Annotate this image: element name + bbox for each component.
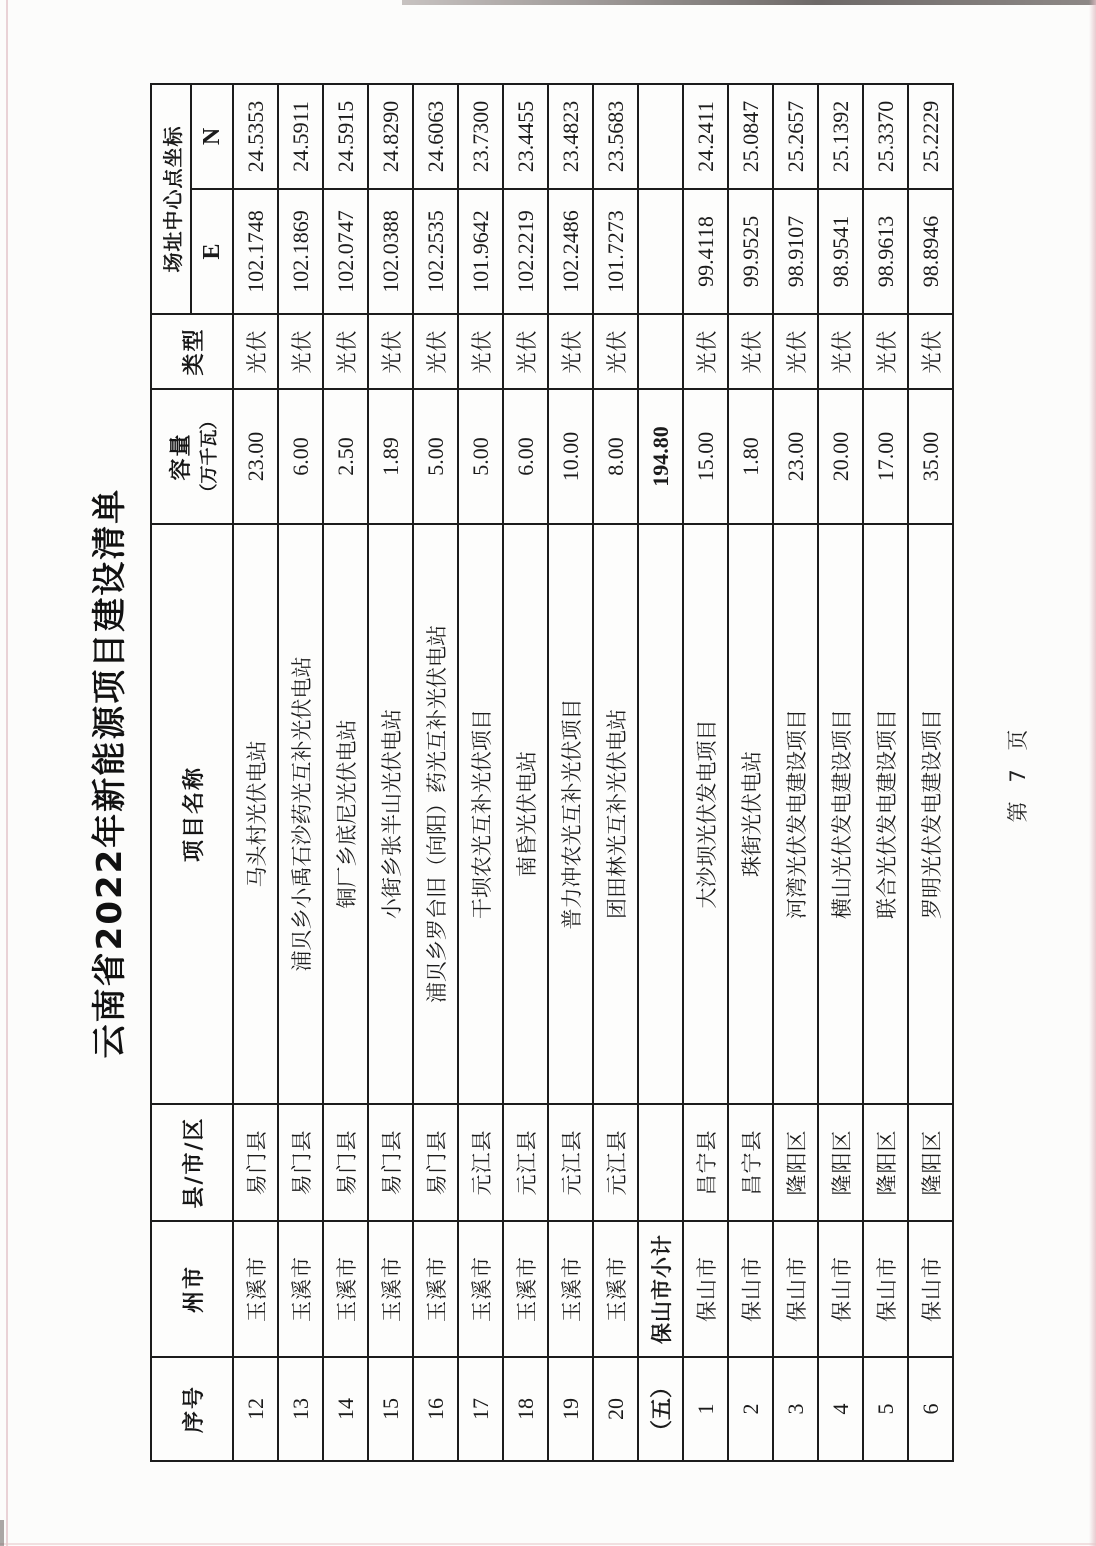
header-capacity-line1: 容量 bbox=[168, 432, 194, 481]
page-number: 第 7 页 bbox=[1006, 723, 1030, 823]
cell-county: 易门县 bbox=[413, 1104, 458, 1221]
cell-prefecture: 玉溪市 bbox=[233, 1221, 278, 1357]
cell-index: 1 bbox=[683, 1357, 728, 1461]
cell-prefecture: 保山市 bbox=[908, 1221, 953, 1357]
cell-index: 15 bbox=[368, 1357, 413, 1461]
cell-type bbox=[638, 314, 683, 389]
cell-county: 隆阳区 bbox=[818, 1104, 863, 1221]
cell-capacity: 23.00 bbox=[233, 389, 278, 524]
cell-county: 昌宁县 bbox=[728, 1104, 773, 1221]
cell-prefecture: 玉溪市 bbox=[458, 1221, 503, 1357]
cell-county: 易门县 bbox=[368, 1104, 413, 1221]
cell-prefecture: 玉溪市 bbox=[278, 1221, 323, 1357]
cell-coord-n: 24.8290 bbox=[368, 84, 413, 189]
cell-prefecture: 玉溪市 bbox=[503, 1221, 548, 1357]
cell-prefecture: 保山市 bbox=[818, 1221, 863, 1357]
cell-county: 易门县 bbox=[233, 1104, 278, 1221]
table-body bbox=[233, 84, 953, 1461]
cell-coord-e: 102.2219 bbox=[503, 189, 548, 314]
document-title: 云南省2022年新能源项目建设清单 bbox=[90, 487, 130, 1059]
table-row bbox=[278, 84, 323, 1461]
header-coordinates: 场址中心点坐标 bbox=[151, 84, 191, 314]
cell-prefecture: 保山市小计 bbox=[638, 1221, 683, 1357]
cell-prefecture: 保山市 bbox=[683, 1221, 728, 1357]
cell-coord-n: 24.5915 bbox=[323, 84, 368, 189]
table-row bbox=[413, 84, 458, 1461]
cell-coord-n: 23.7300 bbox=[458, 84, 503, 189]
cell-project: 小街乡张半山光伏电站 bbox=[368, 524, 413, 1104]
cell-prefecture: 保山市 bbox=[863, 1221, 908, 1357]
cell-capacity: 23.00 bbox=[773, 389, 818, 524]
cell-prefecture: 玉溪市 bbox=[368, 1221, 413, 1357]
cell-coord-n: 24.5353 bbox=[233, 84, 278, 189]
cell-type: 光伏 bbox=[548, 314, 593, 389]
header-capacity-line2: （万千瓦） bbox=[198, 411, 220, 502]
table-row bbox=[458, 84, 503, 1461]
cell-coord-n: 25.2229 bbox=[908, 84, 953, 189]
cell-prefecture: 玉溪市 bbox=[413, 1221, 458, 1357]
cell-capacity: 1.89 bbox=[368, 389, 413, 524]
header-capacity bbox=[151, 389, 233, 524]
cell-capacity: 10.00 bbox=[548, 389, 593, 524]
cell-index: 20 bbox=[593, 1357, 638, 1461]
cell-coord-n: 23.4823 bbox=[548, 84, 593, 189]
cell-capacity: 8.00 bbox=[593, 389, 638, 524]
cell-index: 3 bbox=[773, 1357, 818, 1461]
cell-capacity: 15.00 bbox=[683, 389, 728, 524]
cell-coord-e: 98.8946 bbox=[908, 189, 953, 314]
cell-project: 珠街光伏电站 bbox=[728, 524, 773, 1104]
cell-coord-n: 25.3370 bbox=[863, 84, 908, 189]
header-project: 项目名称 bbox=[151, 524, 233, 1104]
cell-capacity: 5.00 bbox=[413, 389, 458, 524]
cell-index: 17 bbox=[458, 1357, 503, 1461]
cell-project bbox=[638, 524, 683, 1104]
cell-prefecture: 保山市 bbox=[773, 1221, 818, 1357]
cell-coord-e: 101.9642 bbox=[458, 189, 503, 314]
cell-coord-n: 24.6063 bbox=[413, 84, 458, 189]
cell-coord-e: 102.0388 bbox=[368, 189, 413, 314]
cell-capacity: 35.00 bbox=[908, 389, 953, 524]
header-type: 类型 bbox=[151, 314, 233, 389]
cell-index: 6 bbox=[908, 1357, 953, 1461]
table-row bbox=[323, 84, 368, 1461]
cell-project: 马头村光伏电站 bbox=[233, 524, 278, 1104]
cell-index: 16 bbox=[413, 1357, 458, 1461]
cell-county bbox=[638, 1104, 683, 1221]
cell-index: 12 bbox=[233, 1357, 278, 1461]
cell-index: （五） bbox=[638, 1357, 683, 1461]
table-row bbox=[368, 84, 413, 1461]
cell-type: 光伏 bbox=[233, 314, 278, 389]
projects-table bbox=[150, 83, 954, 1462]
cell-type: 光伏 bbox=[368, 314, 413, 389]
cell-index: 14 bbox=[323, 1357, 368, 1461]
cell-county: 元江县 bbox=[458, 1104, 503, 1221]
cell-coord-n: 25.2657 bbox=[773, 84, 818, 189]
cell-coord-e: 99.9525 bbox=[728, 189, 773, 314]
cell-type: 光伏 bbox=[728, 314, 773, 389]
cell-prefecture: 玉溪市 bbox=[593, 1221, 638, 1357]
cell-coord-n: 24.2411 bbox=[683, 84, 728, 189]
cell-project: 联合光伏发电建设项目 bbox=[863, 524, 908, 1104]
cell-coord-n: 24.5911 bbox=[278, 84, 323, 189]
cell-county: 元江县 bbox=[548, 1104, 593, 1221]
cell-type: 光伏 bbox=[413, 314, 458, 389]
cell-county: 易门县 bbox=[278, 1104, 323, 1221]
cell-coord-n bbox=[638, 84, 683, 189]
table-row bbox=[548, 84, 593, 1461]
cell-type: 光伏 bbox=[503, 314, 548, 389]
cell-county: 隆阳区 bbox=[908, 1104, 953, 1221]
table-row bbox=[638, 84, 683, 1461]
cell-capacity: 20.00 bbox=[818, 389, 863, 524]
cell-county: 易门县 bbox=[323, 1104, 368, 1221]
cell-coord-e: 98.9107 bbox=[773, 189, 818, 314]
table-row bbox=[773, 84, 818, 1461]
cell-capacity: 194.80 bbox=[638, 389, 683, 524]
table-header bbox=[151, 84, 233, 1461]
cell-index: 18 bbox=[503, 1357, 548, 1461]
cell-project: 横山光伏发电建设项目 bbox=[818, 524, 863, 1104]
cell-type: 光伏 bbox=[818, 314, 863, 389]
cell-project: 河湾光伏发电建设项目 bbox=[773, 524, 818, 1104]
cell-type: 光伏 bbox=[458, 314, 503, 389]
table-row bbox=[593, 84, 638, 1461]
cell-project: 大沙坝光伏发电项目 bbox=[683, 524, 728, 1104]
header-county: 县/市/区 bbox=[151, 1104, 233, 1221]
cell-index: 4 bbox=[818, 1357, 863, 1461]
header-coord-e: E bbox=[191, 189, 233, 314]
table-row bbox=[233, 84, 278, 1461]
cell-type: 光伏 bbox=[683, 314, 728, 389]
cell-county: 元江县 bbox=[593, 1104, 638, 1221]
cell-project: 南昏光伏电站 bbox=[503, 524, 548, 1104]
table-row bbox=[863, 84, 908, 1461]
cell-project: 普力冲农光互补光伏项目 bbox=[548, 524, 593, 1104]
table-row bbox=[683, 84, 728, 1461]
cell-county: 元江县 bbox=[503, 1104, 548, 1221]
cell-capacity: 17.00 bbox=[863, 389, 908, 524]
cell-county: 隆阳区 bbox=[773, 1104, 818, 1221]
cell-coord-e: 99.4118 bbox=[683, 189, 728, 314]
cell-coord-e bbox=[638, 189, 683, 314]
cell-capacity: 6.00 bbox=[278, 389, 323, 524]
cell-capacity: 2.50 bbox=[323, 389, 368, 524]
header-prefecture: 州市 bbox=[151, 1221, 233, 1357]
cell-prefecture: 玉溪市 bbox=[548, 1221, 593, 1357]
header-index: 序号 bbox=[151, 1357, 233, 1461]
cell-coord-e: 102.2486 bbox=[548, 189, 593, 314]
cell-coord-e: 98.9613 bbox=[863, 189, 908, 314]
cell-coord-n: 23.4455 bbox=[503, 84, 548, 189]
cell-coord-e: 102.1748 bbox=[233, 189, 278, 314]
cell-type: 光伏 bbox=[773, 314, 818, 389]
cell-coord-e: 101.7273 bbox=[593, 189, 638, 314]
cell-project: 铜厂乡底尼光伏电站 bbox=[323, 524, 368, 1104]
cell-type: 光伏 bbox=[278, 314, 323, 389]
cell-county: 隆阳区 bbox=[863, 1104, 908, 1221]
cell-coord-e: 98.9541 bbox=[818, 189, 863, 314]
cell-index: 5 bbox=[863, 1357, 908, 1461]
cell-prefecture: 玉溪市 bbox=[323, 1221, 368, 1357]
cell-project: 团田林光互补光伏电站 bbox=[593, 524, 638, 1104]
table-row bbox=[503, 84, 548, 1461]
cell-coord-n: 25.0847 bbox=[728, 84, 773, 189]
table-row bbox=[908, 84, 953, 1461]
cell-coord-e: 102.0747 bbox=[323, 189, 368, 314]
cell-type: 光伏 bbox=[593, 314, 638, 389]
table-row bbox=[818, 84, 863, 1461]
cell-capacity: 1.80 bbox=[728, 389, 773, 524]
cell-index: 2 bbox=[728, 1357, 773, 1461]
cell-project: 罗明光伏发电建设项目 bbox=[908, 524, 953, 1104]
header-coord-n: N bbox=[191, 84, 233, 189]
cell-prefecture: 保山市 bbox=[728, 1221, 773, 1357]
cell-index: 19 bbox=[548, 1357, 593, 1461]
cell-coord-n: 23.5683 bbox=[593, 84, 638, 189]
cell-project: 干坝农光互补光伏项目 bbox=[458, 524, 503, 1104]
cell-type: 光伏 bbox=[323, 314, 368, 389]
cell-coord-e: 102.2535 bbox=[413, 189, 458, 314]
cell-project: 浦贝乡小禹石沙药光互补光伏电站 bbox=[278, 524, 323, 1104]
cell-capacity: 5.00 bbox=[458, 389, 503, 524]
cell-index: 13 bbox=[278, 1357, 323, 1461]
cell-type: 光伏 bbox=[863, 314, 908, 389]
cell-type: 光伏 bbox=[908, 314, 953, 389]
cell-coord-e: 102.1869 bbox=[278, 189, 323, 314]
cell-capacity: 6.00 bbox=[503, 389, 548, 524]
cell-coord-n: 25.1392 bbox=[818, 84, 863, 189]
cell-county: 昌宁县 bbox=[683, 1104, 728, 1221]
table-row bbox=[728, 84, 773, 1461]
cell-project: 浦贝乡罗台旧（向阳）药光互补光伏电站 bbox=[413, 524, 458, 1104]
